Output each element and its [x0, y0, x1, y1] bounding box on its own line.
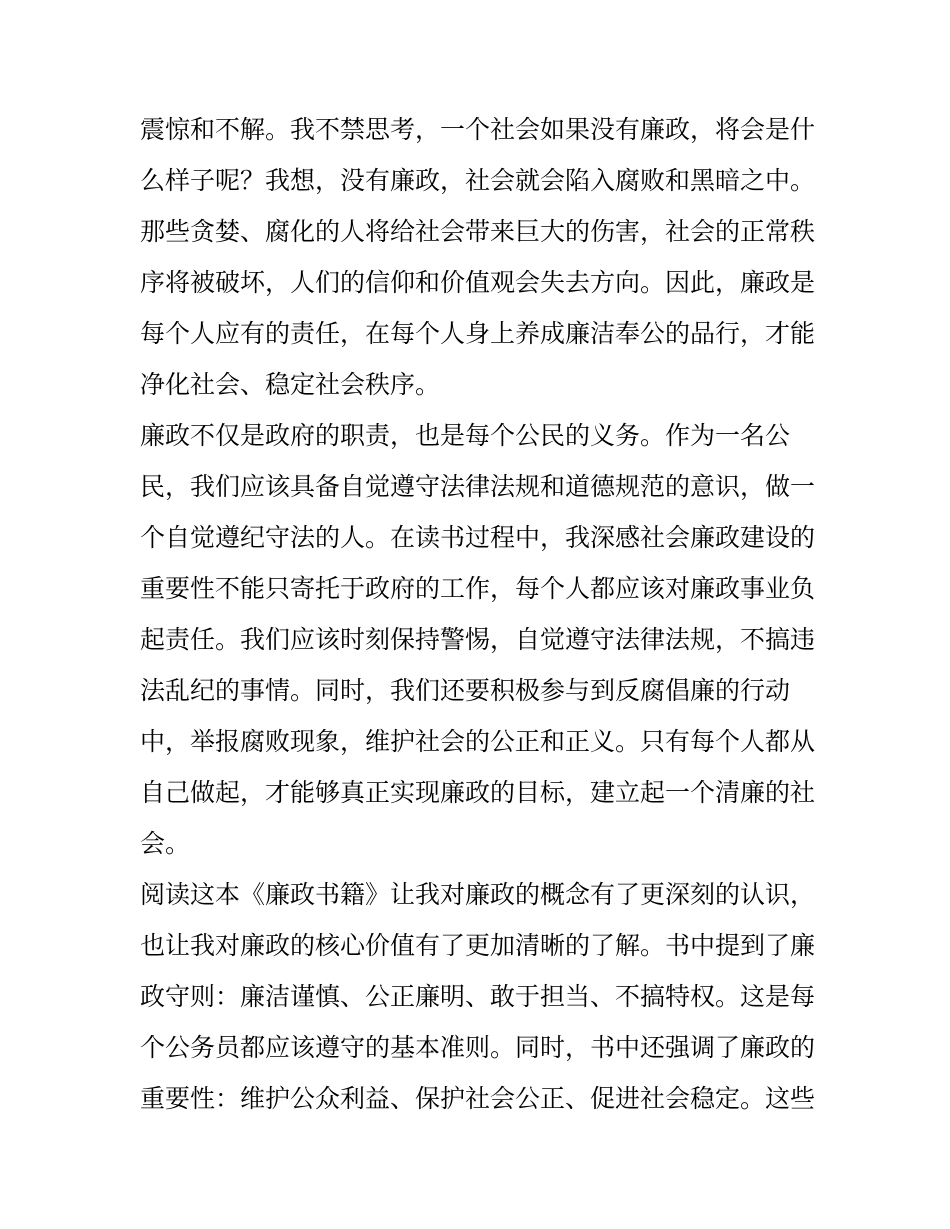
text-line: 政守则：廉洁谨慎、公正廉明、敢于担当、不搞特权。这是每 [140, 982, 816, 1011]
text-line: 个自觉遵纪守法的人。在读书过程中，我深感社会廉政建设的 [140, 523, 816, 552]
text-line: 重要性：维护公众利益、保护社会公正、促进社会稳定。这些 [140, 1084, 816, 1113]
text-line: 净化社会、稳定社会秩序。 [140, 370, 441, 399]
text-line: 法乱纪的事情。同时，我们还要积极参与到反腐倡廉的行动 [140, 676, 791, 705]
text-line: 那些贪婪、腐化的人将给社会带来巨大的伤害，社会的正常秩 [140, 217, 816, 246]
text-line: 么样子呢？我想，没有廉政，社会就会陷入腐败和黑暗之中。 [140, 166, 816, 195]
text-line: 震惊和不解。我不禁思考，一个社会如果没有廉政，将会是什 [140, 115, 816, 144]
text-line: 个公务员都应该遵守的基本准则。同时，书中还强调了廉政的 [140, 1033, 816, 1062]
text-line: 中，举报腐败现象，维护社会的公正和正义。只有每个人都从 [140, 727, 816, 756]
text-line: 重要性不能只寄托于政府的工作，每个人都应该对廉政事业负 [140, 574, 816, 603]
text-line: 序将被破坏，人们的信仰和价值观会失去方向。因此，廉政是 [140, 268, 816, 297]
body-text [140, 104, 820, 1124]
text-line: 起责任。我们应该时刻保持警惕，自觉遵守法律法规，不搞违 [140, 625, 816, 654]
text-line: 会。 [140, 829, 191, 858]
text-line: 每个人应有的责任，在每个人身上养成廉洁奉公的品行，才能 [140, 319, 816, 348]
text-line: 民，我们应该具备自觉遵守法律法规和道德规范的意识，做一 [140, 472, 816, 501]
text-line: 也让我对廉政的核心价值有了更加清晰的了解。书中提到了廉 [140, 931, 816, 960]
text-line: 廉政不仅是政府的职责，也是每个公民的义务。作为一名公 [140, 421, 791, 450]
text-line: 阅读这本《廉政书籍》让我对廉政的概念有了更深刻的认识， [140, 880, 816, 909]
text-line: 自己做起，才能够真正实现廉政的目标，建立起一个清廉的社 [140, 778, 816, 807]
